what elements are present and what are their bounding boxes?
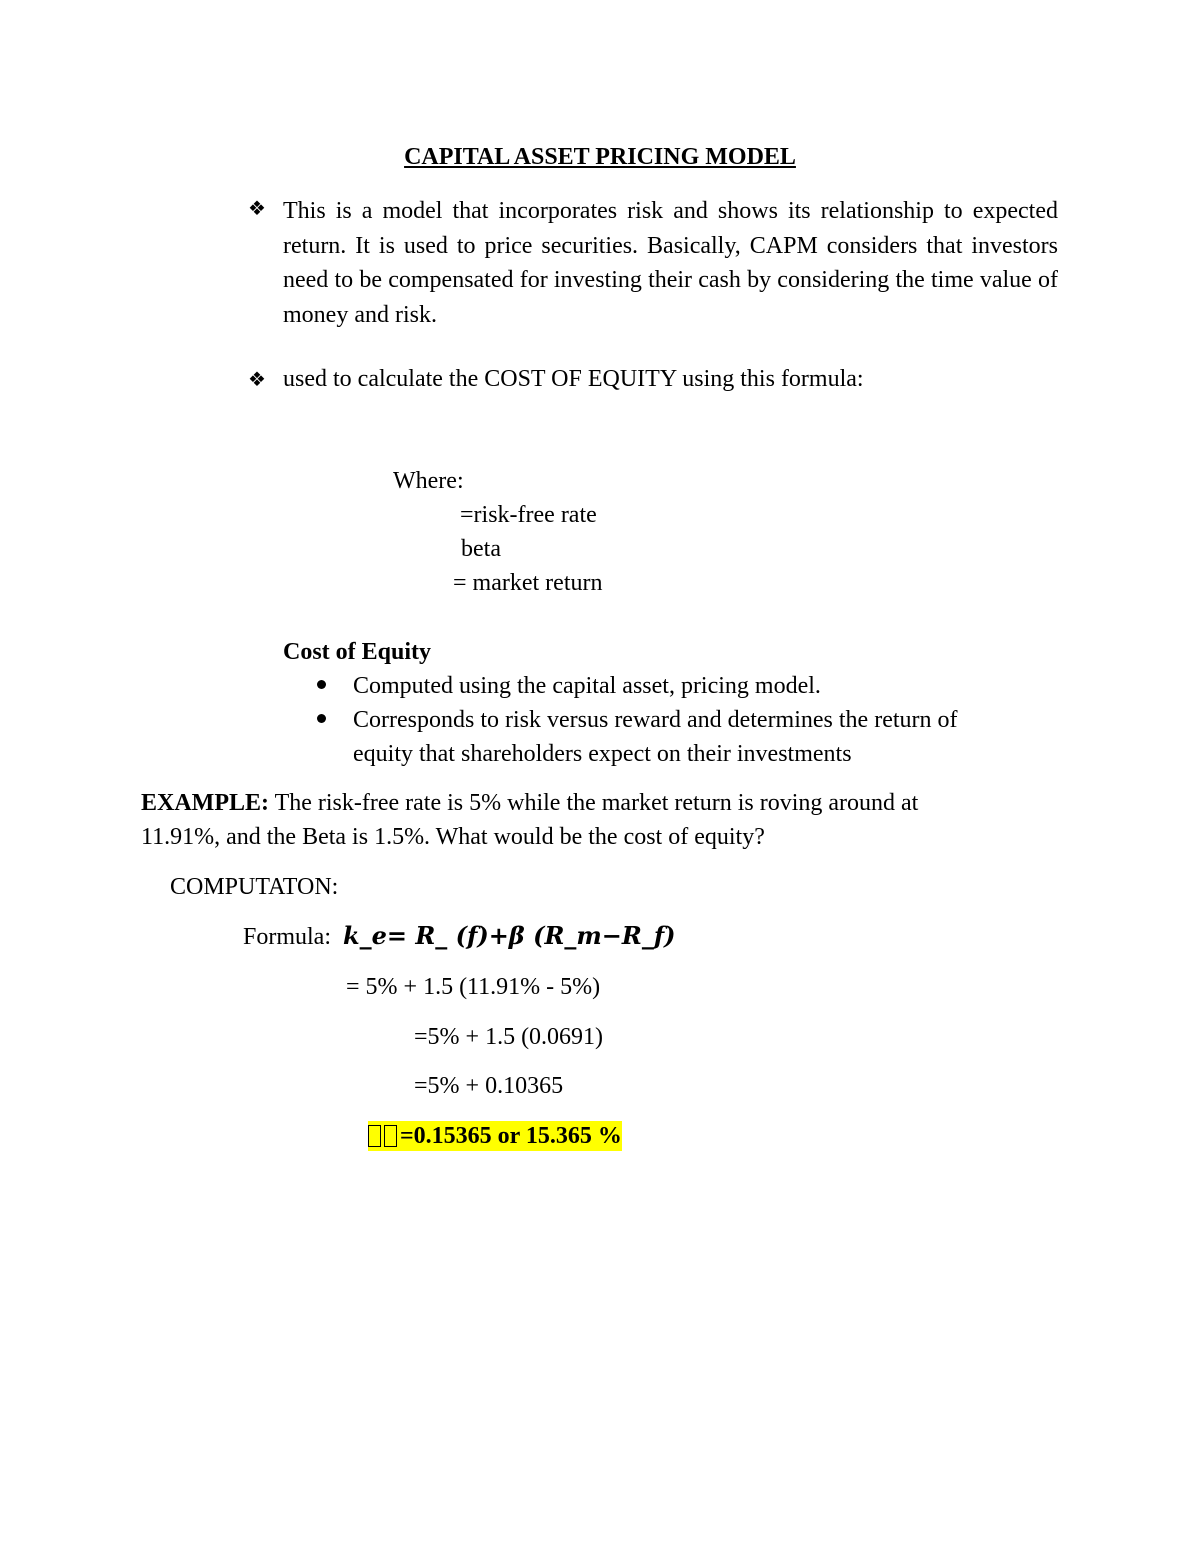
where-item-beta: beta	[461, 536, 501, 562]
example-label: EXAMPLE:	[141, 790, 269, 816]
formula-line	[243, 921, 676, 950]
where-item-risk-free: =risk-free rate	[460, 502, 597, 528]
example-text: The risk-free rate is 5% while the market return is roving around at	[269, 790, 919, 816]
diamond-bullet-icon: ❖	[248, 367, 266, 391]
formula-label: Formula:	[243, 924, 331, 950]
example-line-1	[141, 791, 918, 815]
result-value: =0.15365 or 15.365 %	[400, 1123, 622, 1149]
missing-glyph-icon	[384, 1125, 397, 1147]
capm-formula: 𝒌_𝒆= 𝑹_ (𝒇)+𝜷 (𝑹_𝒎−𝑹_𝒇)	[343, 921, 676, 950]
page-title: CAPITAL ASSET PRICING MODEL	[404, 144, 796, 170]
bullet-dot-icon	[317, 680, 326, 689]
cost-of-equity-heading: Cost of Equity	[283, 639, 432, 665]
capm-description: This is a model that incorporates risk and shows its relationship to expected return. It is used to price securities. Basically, CAPM considers that investors need to be compensated for investing their cash by considering the time value of money and risk.	[283, 198, 1058, 328]
computation-label: COMPUTATON:	[170, 874, 339, 900]
computation-step-1: = 5% + 1.5 (11.91% - 5%)	[346, 974, 601, 1000]
list-item: Corresponds to risk versus reward and determines the return of	[353, 707, 958, 733]
where-label: Where:	[393, 468, 464, 494]
missing-glyph-icon	[368, 1125, 381, 1147]
cost-of-equity-intro: used to calculate the COST OF EQUITY using this formula:	[283, 366, 864, 392]
diamond-bullet-icon: ❖	[248, 196, 266, 220]
list-item: Computed using the capital asset, pricing model.	[353, 673, 821, 699]
computation-step-3: =5% + 0.10365	[414, 1073, 564, 1099]
where-item-market-return: = market return	[453, 570, 603, 596]
computation-result	[368, 1124, 622, 1148]
example-line-2: 11.91%, and the Beta is 1.5%. What would be the cost of equity?	[141, 824, 765, 850]
bullet-dot-icon	[317, 714, 326, 723]
list-item-continuation: equity that shareholders expect on their investments	[353, 741, 852, 767]
computation-step-2: =5% + 1.5 (0.0691)	[414, 1024, 604, 1050]
